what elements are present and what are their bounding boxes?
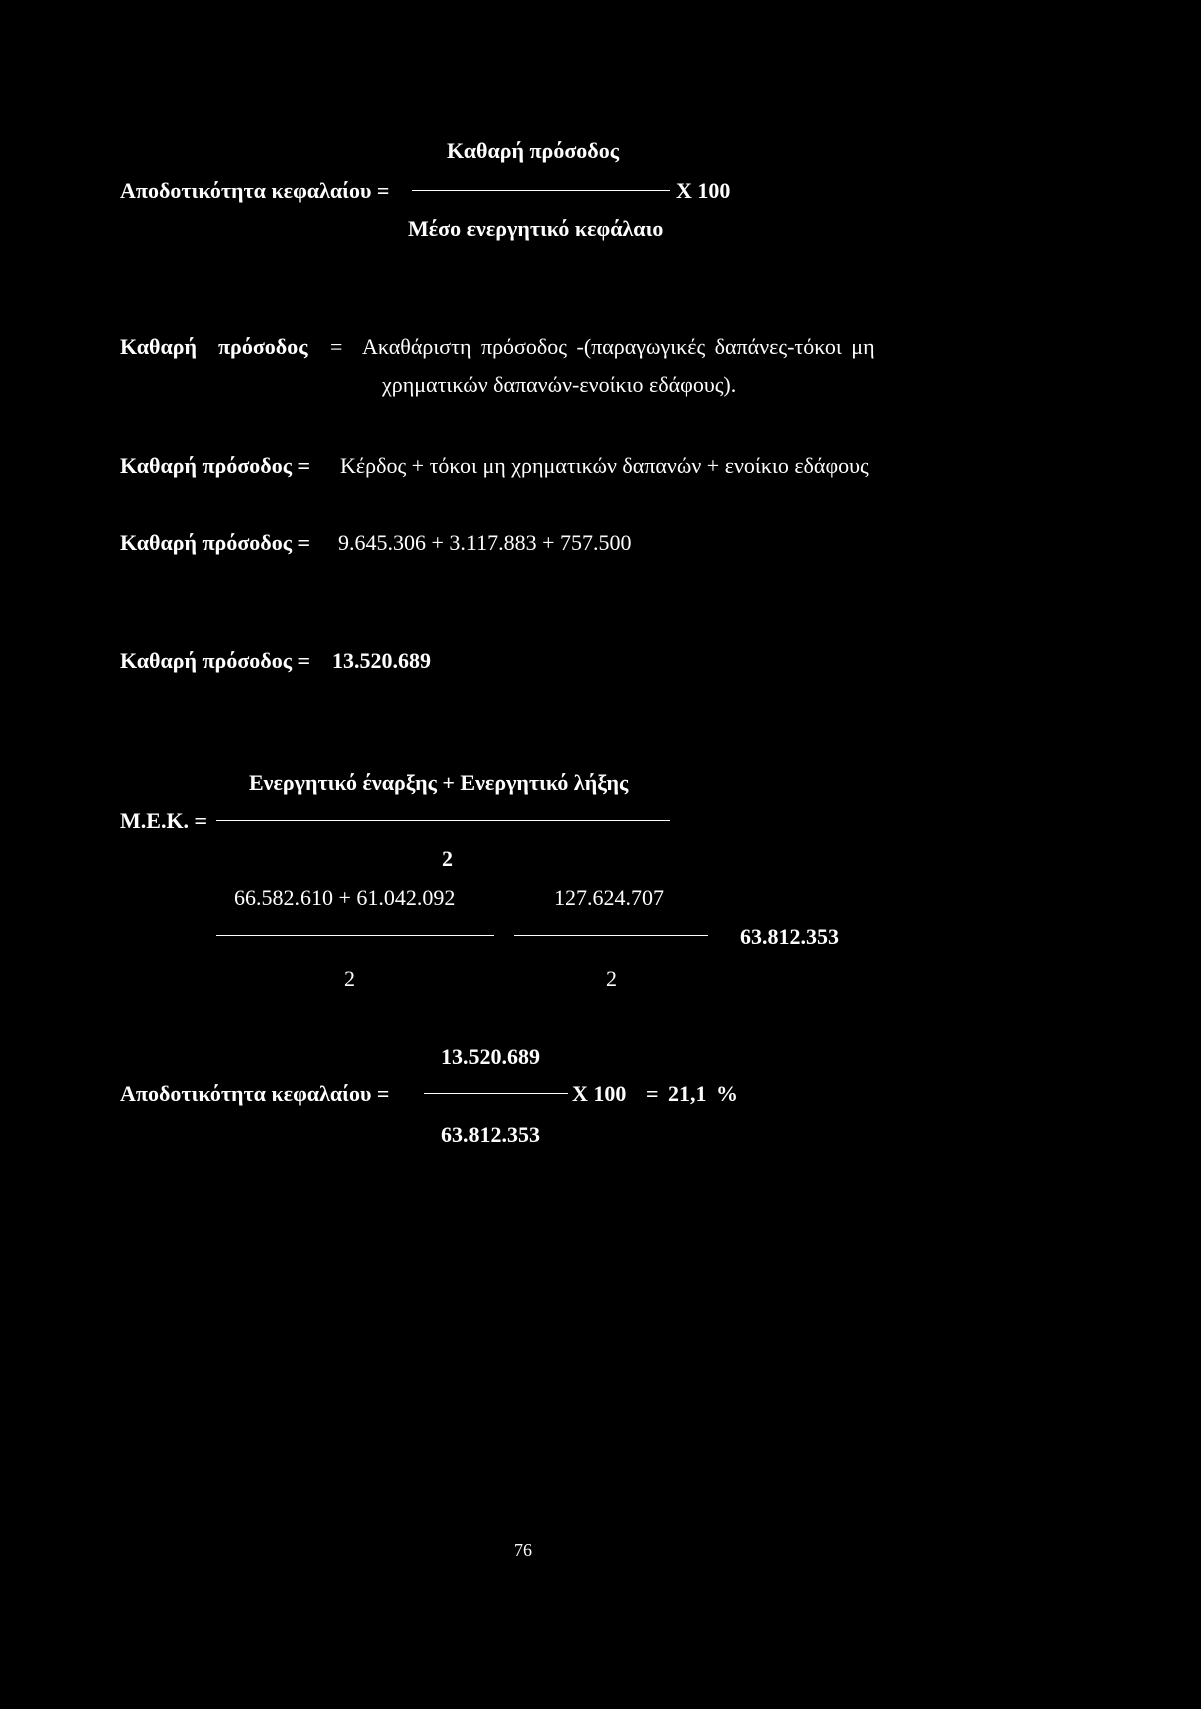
definition-term: Καθαρή (120, 334, 197, 359)
mek-result: 63.812.353 (740, 924, 839, 949)
mek-lhs: Μ.Ε.Κ. = (120, 808, 208, 833)
mek-numerator: Ενεργητικό έναρξης + Ενεργητικό λήξης (249, 770, 629, 795)
eq4-rhs: 13.520.689 (332, 648, 431, 673)
mek-fraction-bar (216, 820, 670, 821)
eq2-lhs: Καθαρή πρόσοδος = (120, 453, 311, 478)
mek-frac1-bar (216, 935, 494, 936)
mek-frac1-denominator: 2 (344, 966, 355, 991)
formula1-numerator: Καθαρή πρόσοδος (447, 138, 619, 163)
formula1-lhs: Αποδοτικότητα κεφαλαίου = (120, 178, 390, 203)
mek-frac1-numerator: 66.582.610 + 61.042.092 (234, 885, 456, 910)
final-lhs: Αποδοτικότητα κεφαλαίου = (120, 1081, 390, 1106)
final-result: = 21,1 % (646, 1081, 739, 1106)
definition-line2: χρηματικών δαπανών-ενοίκιο εδάφους). (382, 372, 737, 397)
page-number: 76 (514, 1540, 532, 1560)
eq3-lhs: Καθαρή πρόσοδος = (120, 530, 311, 555)
final-denominator: 63.812.353 (441, 1122, 540, 1147)
formula1-denominator: Μέσο ενεργητικό κεφάλαιο (408, 216, 664, 241)
definition-term2: πρόσοδος (218, 334, 308, 359)
mek-frac2-denominator: 2 (606, 966, 617, 991)
mek-frac2-bar (514, 935, 708, 936)
eq2-rhs: Κέρδος + τόκοι μη χρηματικών δαπανών + ενοίκιο εδάφους (340, 453, 869, 478)
mek-frac2-numerator: 127.624.707 (554, 885, 664, 910)
mek-denominator: 2 (442, 846, 453, 871)
final-multiplier: X 100 (572, 1081, 627, 1106)
definition-equals: = (330, 334, 343, 359)
final-numerator: 13.520.689 (441, 1044, 540, 1069)
definition-line1: Ακαθάριστη πρόσοδος -(παραγωγικές δαπάνες-τόκοι μη (362, 334, 875, 359)
formula1-multiplier: X 100 (676, 178, 731, 203)
final-fraction-bar (424, 1093, 568, 1094)
eq4-lhs: Καθαρή πρόσοδος = (120, 648, 311, 673)
formula1-fraction-bar (412, 190, 670, 191)
eq3-rhs: 9.645.306 + 3.117.883 + 757.500 (338, 530, 632, 555)
